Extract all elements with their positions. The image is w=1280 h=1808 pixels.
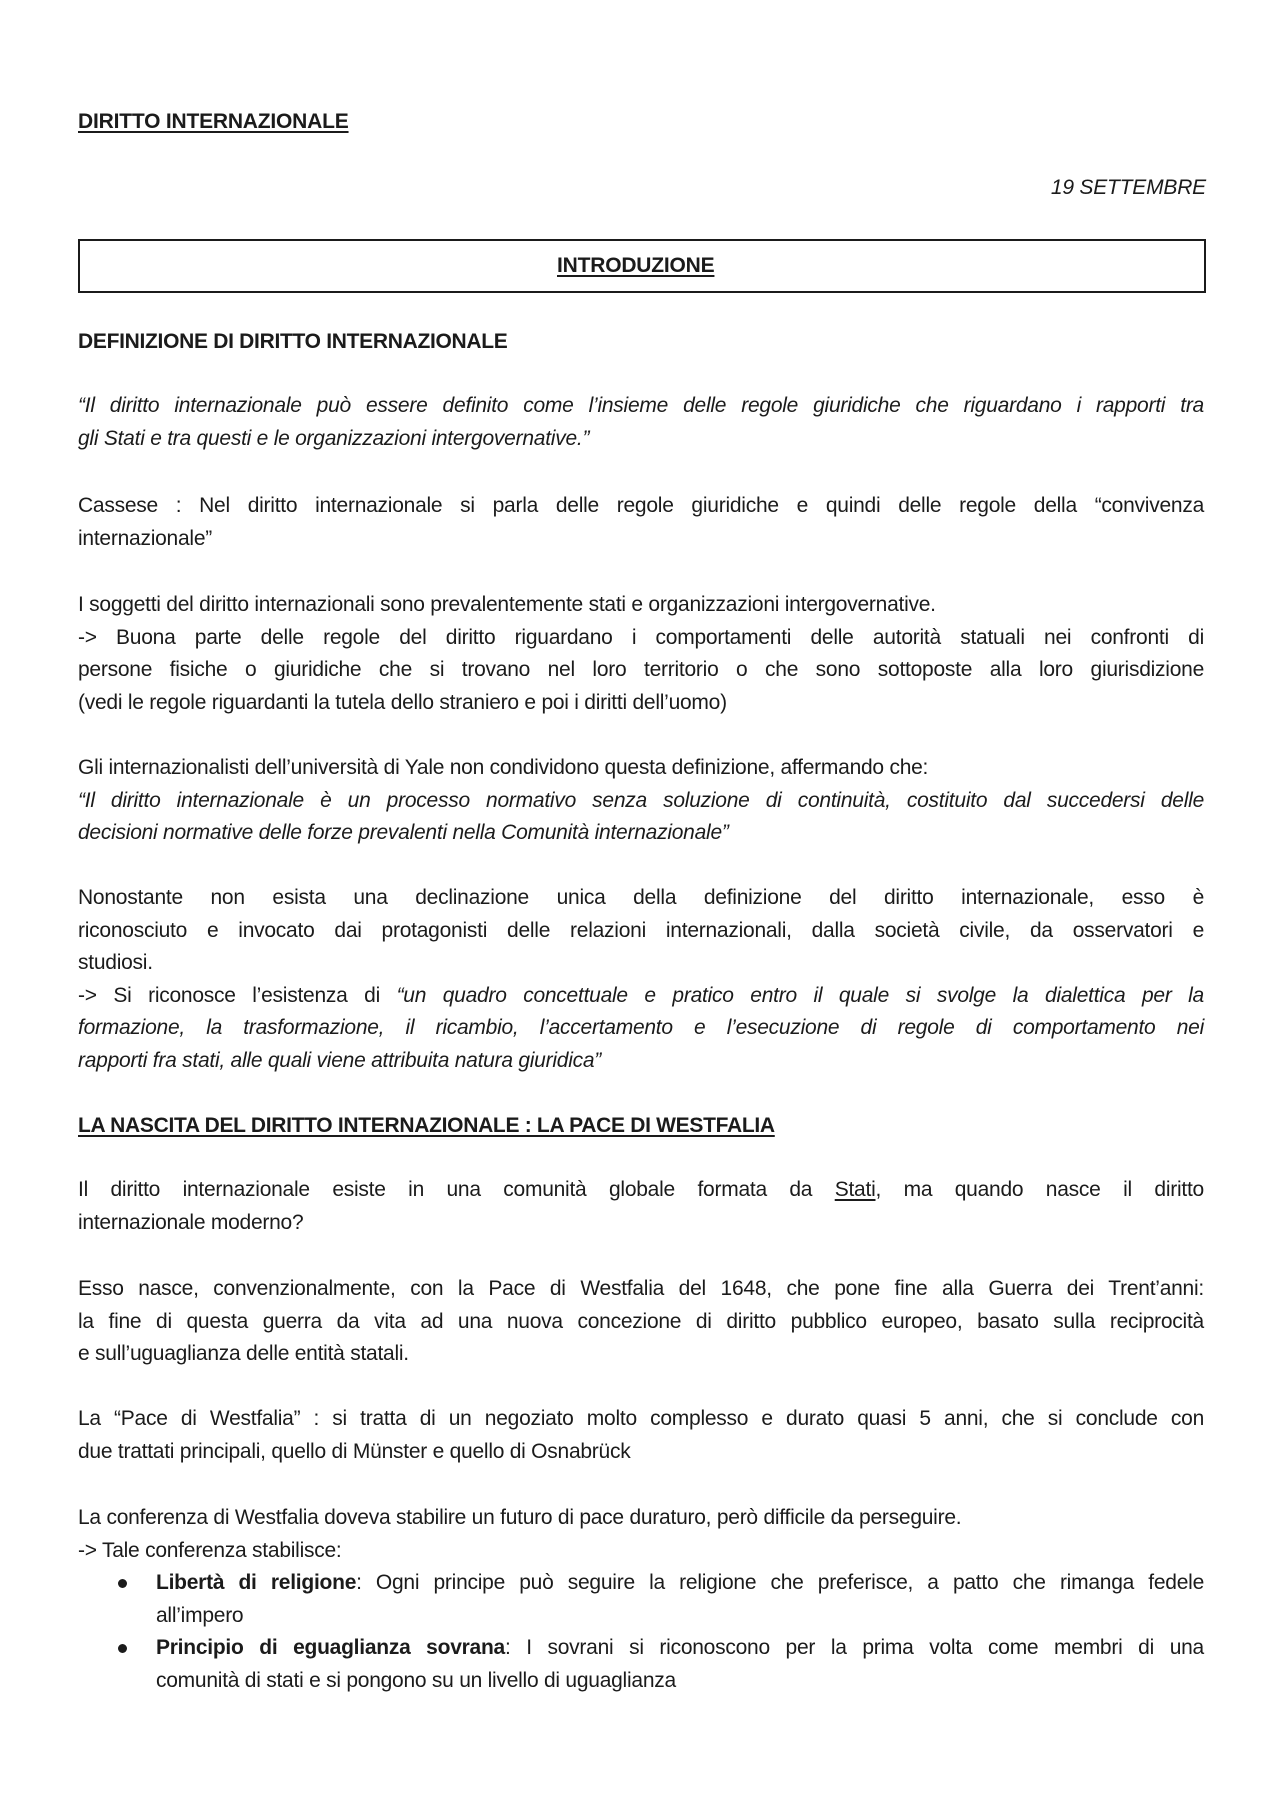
esso-paragraph bbox=[78, 1273, 1204, 1371]
soggetti-line: I soggetti del diritto internazionali sono prevalentemente stati e organizzazioni intergovernative. bbox=[78, 593, 936, 616]
conferenza-line: -> Tale conferenza stabilisce: bbox=[78, 1538, 342, 1562]
stati-link[interactable]: Stati bbox=[834, 1178, 876, 1201]
cassese-line: Cassese : Nel diritto internazionale si parla delle regole giuridiche e quindi delle regole della “convivenza bbox=[78, 494, 1204, 517]
conferenza-paragraph bbox=[78, 1502, 1204, 1567]
conferenza-line: La conferenza di Westfalia doveva stabilire un futuro di pace duraturo, però difficile da perseguire. bbox=[78, 1506, 962, 1529]
esso-line: Esso nasce, convenzionalmente, con la Pace di Westfalia del 1648, che pone fine alla Guerra dei Trent’anni: bbox=[78, 1277, 1204, 1300]
bullet-line: all’impero bbox=[156, 1603, 244, 1627]
bullet-line bbox=[156, 1567, 1204, 1600]
nonostante-paragraph bbox=[78, 882, 1204, 1077]
bullet-item-eguaglianza-sovrana bbox=[78, 1632, 1204, 1697]
intro-text: , ma quando nasce il diritto bbox=[875, 1178, 1204, 1201]
definition-quote-line: gli Stati e tra questi e le organizzazioni intergovernative.” bbox=[78, 426, 590, 450]
heading-definizione: DEFINIZIONE DI DIRITTO INTERNAZIONALE bbox=[78, 330, 508, 353]
bullet-item-liberta-religione bbox=[78, 1567, 1204, 1632]
soggetti-paragraph bbox=[78, 589, 1204, 719]
intro-paragraph bbox=[78, 1174, 1204, 1239]
definition-quote bbox=[78, 390, 1204, 455]
intro-text: Il diritto internazionale esiste in una comunità globale formata da bbox=[78, 1178, 835, 1201]
nonostante-line: studiosi. bbox=[78, 951, 153, 974]
riconosce-quote: “un quadro concettuale e pratico entro il quale si svolge la dialettica per la bbox=[396, 983, 1204, 1007]
section-title-box bbox=[78, 239, 1206, 293]
riconosce-line bbox=[78, 980, 1204, 1013]
section-title-introduzione: INTRODUZIONE bbox=[557, 254, 715, 277]
intro-line bbox=[78, 1174, 1204, 1207]
bullet-term: Libertà di religione bbox=[156, 1571, 357, 1594]
nonostante-line: Nonostante non esista una declinazione unica della definizione del diritto internazionale, esso è bbox=[78, 886, 1204, 909]
yale-intro-line: Gli internazionalisti dell’università di Yale non condividono questa definizione, affermando che: bbox=[78, 756, 929, 779]
cassese-paragraph bbox=[78, 490, 1204, 555]
yale-paragraph bbox=[78, 752, 1204, 850]
bullet-text: : I sovrani si riconoscono per la prima volta come membri di una bbox=[504, 1636, 1204, 1659]
yale-quote-line: “Il diritto internazionale è un processo normativo senza soluzione di continuità, costituito dal succedersi delle bbox=[78, 788, 1204, 812]
riconosce-quote-line: formazione, la trasformazione, il ricambio, l’accertamento e l’esecuzione di regole di comportamento nei bbox=[78, 1016, 1204, 1039]
bullet-text: : Ogni principe può seguire la religione che preferisce, a patto che rimanga fedele bbox=[356, 1571, 1204, 1594]
pace-paragraph bbox=[78, 1403, 1204, 1468]
bullet-term: Principio di eguaglianza sovrana bbox=[156, 1636, 505, 1659]
definition-quote-line: “Il diritto internazionale può essere definito come l’insieme delle regole giuridiche che riguardano i rapporti tra bbox=[78, 394, 1204, 417]
heading-nascita: LA NASCITA DEL DIRITTO INTERNAZIONALE : LA PACE DI WESTFALIA bbox=[78, 1114, 775, 1137]
bullet-line bbox=[156, 1632, 1204, 1665]
document-date: 19 SETTEMBRE bbox=[1050, 176, 1206, 199]
document-title: DIRITTO INTERNAZIONALE bbox=[78, 110, 349, 133]
pace-line: La “Pace di Westfalia” : si tratta di un negoziato molto complesso e durato quasi 5 anni, che si conclude con bbox=[78, 1407, 1204, 1430]
conferenza-bullet-list bbox=[78, 1567, 1204, 1697]
esso-line: la fine di questa guerra da vita ad una nuova concezione di diritto pubblico europeo, basato sulla reciprocità bbox=[78, 1309, 1204, 1333]
riconosce-quote-line: rapporti fra stati, alle quali viene attribuita natura giuridica” bbox=[78, 1048, 602, 1072]
bullet-icon bbox=[118, 1644, 127, 1653]
pace-line: due trattati principali, quello di Münster e quello di Osnabrück bbox=[78, 1439, 631, 1463]
yale-quote-line: decisioni normative delle forze prevalenti nella Comunità internazionale” bbox=[78, 821, 729, 844]
riconosce-prefix: -> Si riconosce l’esistenza di bbox=[78, 983, 397, 1007]
esso-line: e sull’uguaglianza delle entità statali. bbox=[78, 1342, 409, 1365]
nonostante-line: riconosciuto e invocato dai protagonisti delle relazioni internazionali, dalla società civile, da osservatori e bbox=[78, 918, 1204, 942]
intro-line: internazionale moderno? bbox=[78, 1210, 304, 1234]
soggetti-line: (vedi le regole riguardanti la tutela dello straniero e poi i diritti dell’uomo) bbox=[78, 690, 727, 714]
bullet-line: comunità di stati e si pongono su un livello di uguaglianza bbox=[156, 1668, 676, 1692]
cassese-line: internazionale” bbox=[78, 526, 213, 550]
bullet-icon bbox=[118, 1579, 127, 1588]
soggetti-line: -> Buona parte delle regole del diritto riguardano i comportamenti delle autorità statuali nei confronti di bbox=[78, 625, 1204, 649]
soggetti-line: persone fisiche o giuridiche che si trovano nel loro territorio o che sono sottoposte alla loro giurisdizione bbox=[78, 658, 1204, 681]
